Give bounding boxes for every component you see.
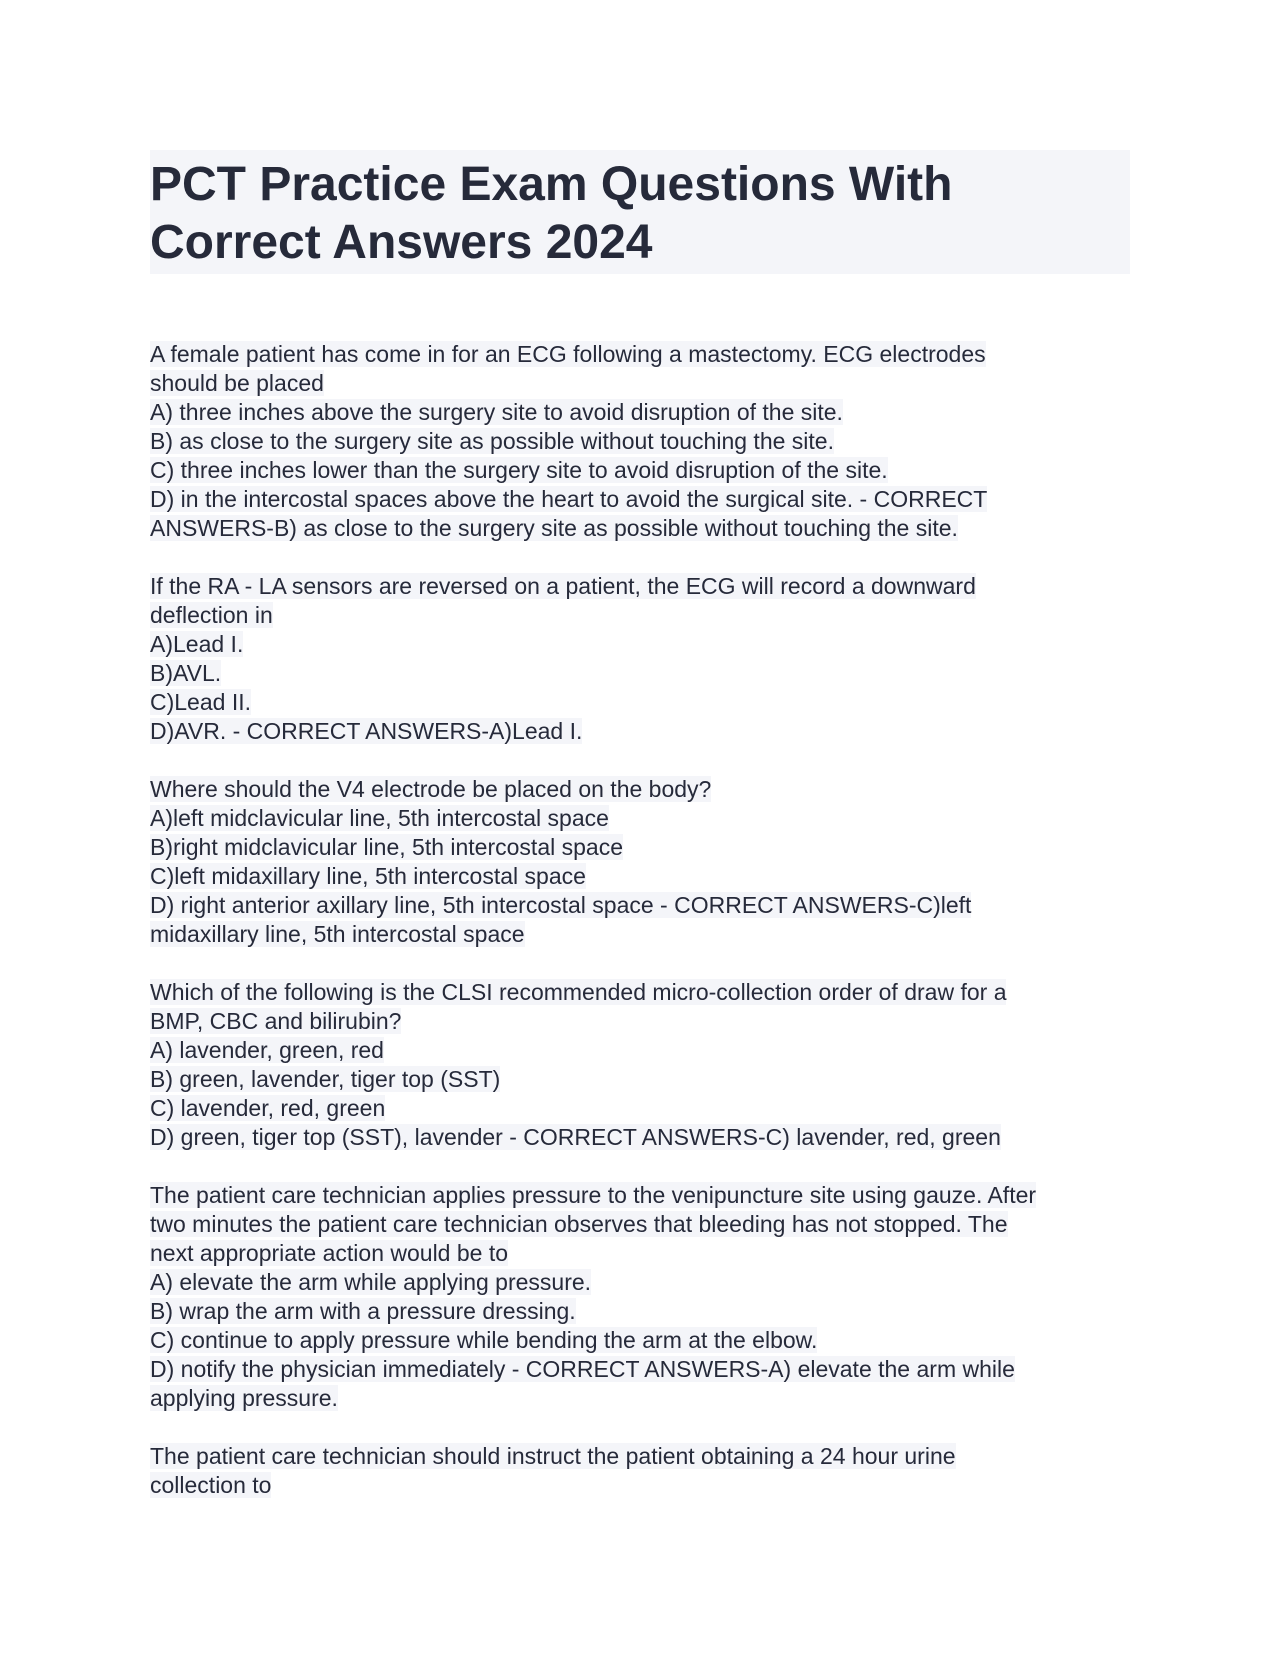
question-line bbox=[150, 1442, 1130, 1471]
question-line-text: two minutes the patient care technician observes that bleeding has not stopped. The bbox=[150, 1211, 1008, 1237]
question-line-text: Where should the V4 electrode be placed on the body? bbox=[150, 776, 712, 802]
question-line-text: collection to bbox=[150, 1472, 272, 1498]
question-line-text: A) three inches above the surgery site to avoid disruption of the site. bbox=[150, 399, 843, 425]
question-line bbox=[150, 1007, 1130, 1036]
question-block bbox=[150, 978, 1130, 1152]
question-line-text: B)AVL. bbox=[150, 660, 222, 686]
question-line-text: C) three inches lower than the surgery site to avoid disruption of the site. bbox=[150, 457, 888, 483]
question-line bbox=[150, 572, 1130, 601]
question-line bbox=[150, 920, 1130, 949]
question-line bbox=[150, 340, 1130, 369]
question-line bbox=[150, 1123, 1130, 1152]
question-line bbox=[150, 891, 1130, 920]
question-list bbox=[150, 340, 1130, 1500]
document-page bbox=[150, 150, 1130, 1529]
question-block bbox=[150, 775, 1130, 949]
page-title bbox=[150, 156, 1130, 272]
question-line bbox=[150, 659, 1130, 688]
question-line-text: D) green, tiger top (SST), lavender - CORRECT ANSWERS-C) lavender, red, green bbox=[150, 1124, 1001, 1150]
question-line-text: C) continue to apply pressure while bending the arm at the elbow. bbox=[150, 1327, 818, 1353]
question-line bbox=[150, 1094, 1130, 1123]
question-line bbox=[150, 601, 1130, 630]
question-line-text: B) wrap the arm with a pressure dressing. bbox=[150, 1298, 576, 1324]
question-line-text: B) green, lavender, tiger top (SST) bbox=[150, 1066, 501, 1092]
question-line bbox=[150, 398, 1130, 427]
question-line bbox=[150, 804, 1130, 833]
question-line bbox=[150, 1268, 1130, 1297]
question-line-text: A)left midclavicular line, 5th intercostal space bbox=[150, 805, 609, 831]
question-line bbox=[150, 427, 1130, 456]
question-line bbox=[150, 1326, 1130, 1355]
question-line bbox=[150, 1065, 1130, 1094]
question-block bbox=[150, 1442, 1130, 1500]
title-line: Correct Answers 2024 bbox=[150, 216, 653, 269]
question-block bbox=[150, 340, 1130, 543]
question-line-text: D) in the intercostal spaces above the heart to avoid the surgical site. - CORRECT bbox=[150, 486, 988, 512]
title-line: PCT Practice Exam Questions With bbox=[150, 158, 953, 211]
question-block bbox=[150, 1181, 1130, 1413]
question-line bbox=[150, 1384, 1130, 1413]
question-line-text: A female patient has come in for an ECG following a mastectomy. ECG electrodes bbox=[150, 341, 986, 367]
question-line-text: Which of the following is the CLSI recommended micro-collection order of draw for a bbox=[150, 979, 1007, 1005]
question-line-text: D) notify the physician immediately - CORRECT ANSWERS-A) elevate the arm while bbox=[150, 1356, 1015, 1382]
question-line bbox=[150, 369, 1130, 398]
question-line bbox=[150, 1210, 1130, 1239]
question-line-text: ANSWERS-B) as close to the surgery site as possible without touching the site. bbox=[150, 515, 958, 541]
question-line bbox=[150, 1181, 1130, 1210]
question-line bbox=[150, 1239, 1130, 1268]
question-line-text: C) lavender, red, green bbox=[150, 1095, 386, 1121]
question-line bbox=[150, 862, 1130, 891]
question-line bbox=[150, 630, 1130, 659]
question-line-text: C)left midaxillary line, 5th intercostal space bbox=[150, 863, 586, 889]
question-line-text: B) as close to the surgery site as possible without touching the site. bbox=[150, 428, 834, 454]
question-line-text: The patient care technician should instruct the patient obtaining a 24 hour urine bbox=[150, 1443, 956, 1469]
question-line bbox=[150, 1355, 1130, 1384]
question-line-text: The patient care technician applies pressure to the venipuncture site using gauze. After bbox=[150, 1182, 1037, 1208]
question-line bbox=[150, 775, 1130, 804]
question-block bbox=[150, 572, 1130, 746]
title-block bbox=[150, 150, 1130, 274]
question-line-text: D)AVR. - CORRECT ANSWERS-A)Lead I. bbox=[150, 718, 583, 744]
question-line bbox=[150, 485, 1130, 514]
question-line-text: D) right anterior axillary line, 5th intercostal space - CORRECT ANSWERS-C)left bbox=[150, 892, 972, 918]
question-line bbox=[150, 514, 1130, 543]
question-line-text: C)Lead II. bbox=[150, 689, 251, 715]
question-line bbox=[150, 1297, 1130, 1326]
question-line-text: A) elevate the arm while applying pressure. bbox=[150, 1269, 592, 1295]
question-line-text: BMP, CBC and bilirubin? bbox=[150, 1008, 402, 1034]
question-line-text: If the RA - LA sensors are reversed on a patient, the ECG will record a downward bbox=[150, 573, 976, 599]
question-line-text: midaxillary line, 5th intercostal space bbox=[150, 921, 525, 947]
question-line bbox=[150, 688, 1130, 717]
question-line bbox=[150, 1471, 1130, 1500]
question-line-text: deflection in bbox=[150, 602, 273, 628]
question-line bbox=[150, 717, 1130, 746]
question-line bbox=[150, 1036, 1130, 1065]
question-line-text: A) lavender, green, red bbox=[150, 1037, 384, 1063]
question-line-text: B)right midclavicular line, 5th intercostal space bbox=[150, 834, 623, 860]
question-line bbox=[150, 833, 1130, 862]
question-line-text: should be placed bbox=[150, 370, 324, 396]
question-line-text: A)Lead I. bbox=[150, 631, 244, 657]
question-line-text: applying pressure. bbox=[150, 1385, 338, 1411]
question-line bbox=[150, 456, 1130, 485]
question-line-text: next appropriate action would be to bbox=[150, 1240, 509, 1266]
question-line bbox=[150, 978, 1130, 1007]
